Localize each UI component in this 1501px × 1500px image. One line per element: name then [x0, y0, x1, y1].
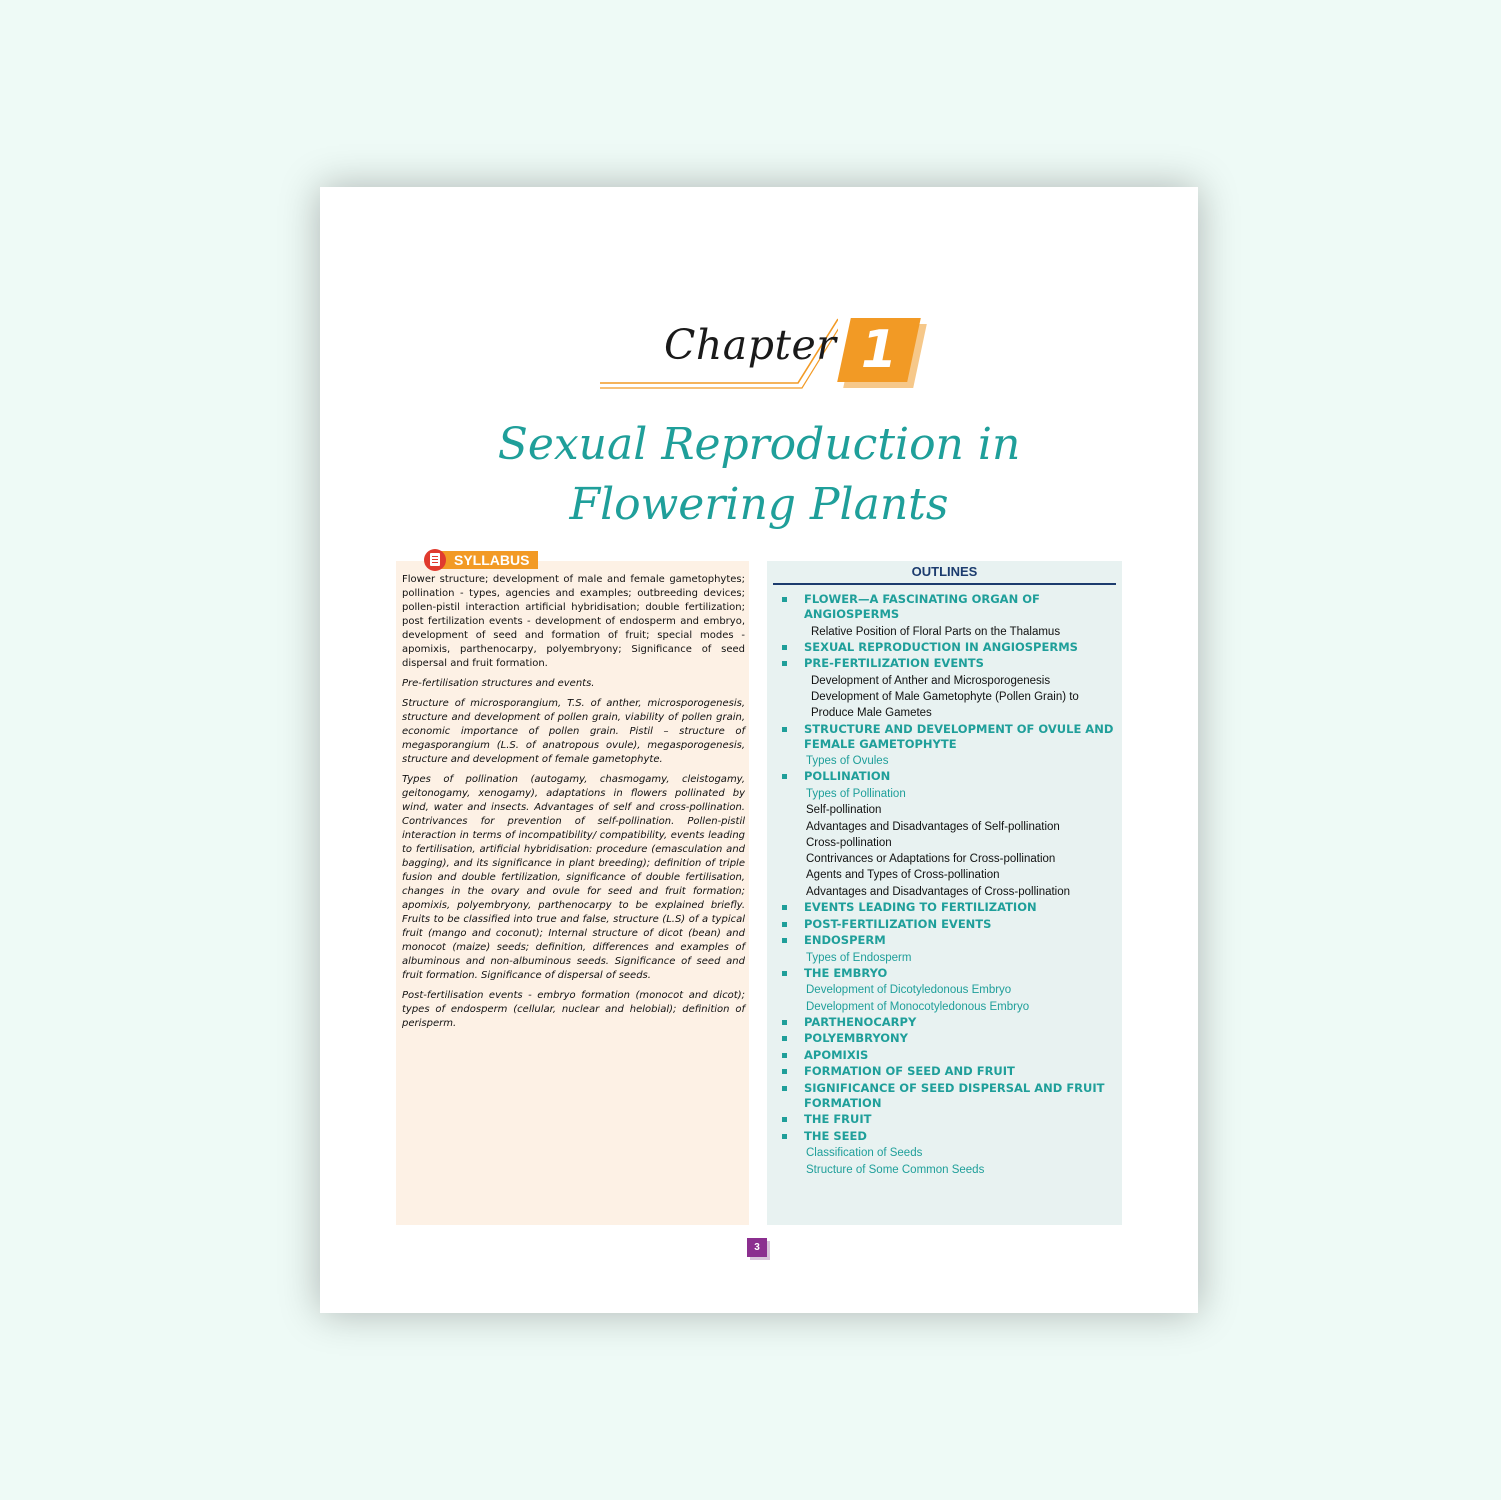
outline-item	[778, 1081, 1118, 1111]
outline-item	[778, 900, 1118, 915]
outline-subitem: Structure of Some Common Seeds	[806, 1163, 985, 1176]
square-bullet-icon	[782, 1069, 787, 1074]
outline-item	[778, 966, 1118, 981]
page-number: 3	[747, 1238, 767, 1257]
outline-item-title: POLYEMBRYONY	[804, 1031, 909, 1046]
square-bullet-icon	[782, 774, 787, 779]
chapter-title	[320, 415, 1198, 535]
outline-item	[778, 640, 1118, 655]
outline-item-title: ENDOSPERM	[804, 933, 886, 948]
outline-subitem: Self-pollination	[806, 804, 882, 817]
outline-item-title: POLLINATION	[804, 769, 891, 784]
outlines-divider	[773, 583, 1116, 585]
square-bullet-icon	[782, 971, 787, 976]
outline-subitem: Classification of Seeds	[806, 1147, 923, 1160]
syllabus-paragraph: Types of pollination (autogamy, chasmogamy, cleistogamy, geitonogamy, xenogamy), adaptations in flowers pollinated by wind, water and insects. Advantages of self and cross-pollination. Contrivances for prevention of self-pollination. Pollen-pistil interaction in terms of incompatibility/ compatibility, events leading to fertilisation, artificial hybridisation: procedure (emasculation and bagging), and its significance in plant breeding); definition of triple fusion and double fertilization, significance of double fertilisation, changes in the ovary and ovule for seed and fruit formation; apomixis, polyembryony, parthenocarpy to be explained briefly. Fruits to be classified into true and false, structure (L.S) of a typical fruit (mango and coconut); Internal structure of dicot (bean) and monocot (maize) seeds; definition, differences and examples of albuminous and non-albuminous seeds. Significance of seed and fruit formation. Significance of dispersal of seeds.	[402, 774, 745, 981]
outline-subitem: Development of Dicotyledonous Embryo	[806, 984, 1012, 997]
outline-subitem: Development of Male Gametophyte (Pollen Grain) to Produce Male Gametes	[811, 691, 1079, 720]
square-bullet-icon	[782, 1134, 787, 1139]
outline-item	[778, 1129, 1118, 1144]
square-bullet-icon	[782, 645, 787, 650]
square-bullet-icon	[782, 1117, 787, 1122]
chapter-number-badge	[830, 318, 922, 390]
chapter-title-line-2: Flowering Plants	[569, 479, 949, 530]
outline-item	[778, 722, 1118, 752]
outline-list	[778, 592, 1118, 1178]
outline-item-title: PARTHENOCARPY	[804, 1014, 917, 1029]
syllabus-text	[402, 573, 745, 1037]
outline-item-title: EVENTS LEADING TO FERTILIZATION	[804, 900, 1037, 915]
outline-item-title: POST-FERTILIZATION EVENTS	[804, 916, 992, 931]
square-bullet-icon	[782, 938, 787, 943]
outline-item	[778, 1015, 1118, 1030]
outline-item-title: STRUCTURE AND DEVELOPMENT OF OVULE AND FEMALE GAMETOPHYTE	[804, 721, 1114, 751]
square-bullet-icon	[782, 922, 787, 927]
outline-subitem: Types of Endosperm	[806, 951, 912, 964]
outline-item-title: THE SEED	[804, 1128, 867, 1143]
outline-item	[778, 917, 1118, 932]
chapter-label: Chapter	[664, 321, 837, 369]
syllabus-label: SYLLABUS	[436, 551, 538, 569]
outline-item-title: SEXUAL REPRODUCTION IN ANGIOSPERMS	[804, 639, 1078, 654]
outline-subitem: Advantages and Disadvantages of Cross-pollination	[806, 885, 1071, 898]
outline-item	[778, 656, 1118, 671]
outlines-heading: OUTLINES	[911, 564, 978, 579]
outline-item	[778, 592, 1118, 622]
outline-item	[778, 1031, 1118, 1046]
square-bullet-icon	[782, 1086, 787, 1091]
syllabus-paragraph: Structure of microsporangium, T.S. of anther, microsporogenesis, structure and development of pollen grain, viability of pollen grain, economic importance of pollen grain. Pistil – structure of megasporangium (L.S. of anatropous ovule), megasporogenesis, structure and development of female gametophyte.	[402, 698, 745, 765]
outline-item-title: FLOWER—A FASCINATING ORGAN OF ANGIOSPERMS	[804, 592, 1040, 621]
chapter-title-line-1: Sexual Reproduction in	[497, 419, 1021, 470]
square-bullet-icon	[782, 905, 787, 910]
outline-subitem: Relative Position of Floral Parts on the Thalamus	[811, 625, 1061, 638]
outline-item	[778, 1064, 1118, 1079]
outline-subitem: Development of Anther and Microsporogenesis	[811, 674, 1051, 687]
syllabus-paragraph: Pre-fertilisation structures and events.	[402, 678, 595, 689]
outline-item	[778, 1112, 1118, 1127]
outline-subitem: Contrivances or Adaptations for Cross-pollination	[806, 853, 1056, 866]
document-icon	[424, 549, 446, 571]
outline-item-title: SIGNIFICANCE OF SEED DISPERSAL AND FRUIT FORMATION	[804, 1080, 1105, 1110]
square-bullet-icon	[782, 1036, 787, 1041]
outline-subitem: Advantages and Disadvantages of Self-pollination	[806, 820, 1060, 833]
syllabus-paragraph: Flower structure; development of male and female gametophytes; pollination - types, agencies and examples; outbreeding devices; pollen-pistil interaction artificial hybridisation; double fertilization; post fertilization events - development of endosperm and embryo, development of seed and formation of fruit; special modes - apomixis, parthenocarpy, polyembryony; Significance of seed dispersal and fruit formation.	[402, 574, 745, 669]
square-bullet-icon	[782, 661, 787, 666]
outline-subitem: Types of Ovules	[806, 755, 889, 768]
syllabus-paragraph: Post-fertilisation events - embryo formation (monocot and dicot); types of endosperm (cellular, nuclear and helobial); definition of perisperm.	[402, 990, 745, 1029]
square-bullet-icon	[782, 597, 787, 602]
outline-subitem: Agents and Types of Cross-pollination	[806, 869, 1000, 882]
square-bullet-icon	[782, 727, 787, 732]
chapter-number: 1	[860, 320, 898, 380]
square-bullet-icon	[782, 1020, 787, 1025]
outline-item	[778, 933, 1118, 948]
square-bullet-icon	[782, 1053, 787, 1058]
outline-item-title: APOMIXIS	[804, 1047, 869, 1062]
outline-item	[778, 1048, 1118, 1063]
outline-subitem: Development of Monocotyledonous Embryo	[806, 1000, 1030, 1013]
outline-subitem: Cross-pollination	[806, 836, 892, 849]
outline-item-title: THE FRUIT	[804, 1112, 872, 1127]
outline-item-title: FORMATION OF SEED AND FRUIT	[804, 1064, 1015, 1079]
outline-subitem: Types of Pollination	[806, 787, 906, 800]
outline-item	[778, 769, 1118, 784]
outline-item-title: THE EMBRYO	[804, 965, 888, 980]
book-page	[320, 187, 1198, 1313]
outline-item-title: PRE-FERTILIZATION EVENTS	[804, 656, 984, 671]
